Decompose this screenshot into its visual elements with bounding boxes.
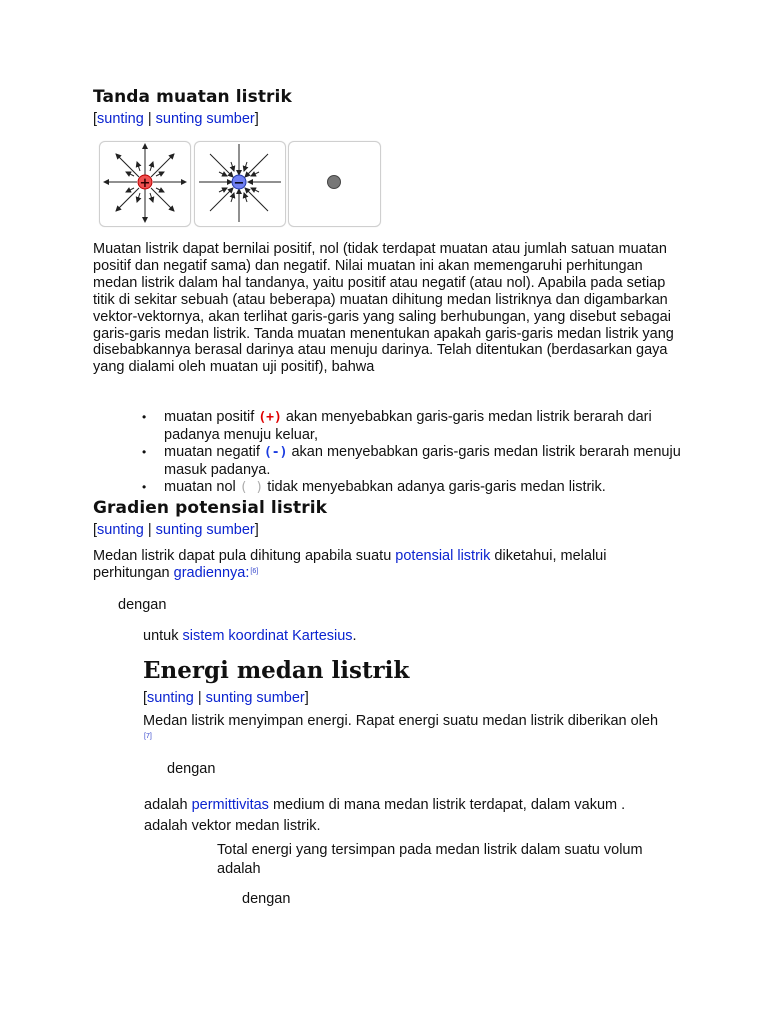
bracket-close: ] <box>254 522 259 538</box>
bullet: • <box>142 445 147 460</box>
text: diketahui, melalui perhitungan <box>93 548 607 581</box>
bullet: • <box>142 480 147 495</box>
text: untuk <box>143 628 183 644</box>
section-heading-energi: Energi medan listrik <box>143 657 410 684</box>
separator: | <box>143 111 156 127</box>
negative-charge-diagram[interactable] <box>194 141 286 227</box>
sunting-sumber-link[interactable]: sunting sumber <box>155 111 255 127</box>
sunting-sumber-link[interactable]: sunting sumber <box>205 690 305 706</box>
text: . <box>352 628 357 644</box>
neutral-charge-diagram[interactable] <box>288 141 381 227</box>
paragraph-muatan: Muatan listrik dapat bernilai positif, nol (tidak terdapat muatan atau jumlah satuan muatan positif dan negatif sama) dan negatif. Nilai muatan ini akan memengaruhi perhitungan medan listrik dalam hal tandanya, yaitu positif atau negatif (atau nol). Apabila pada setiap titik di sekitar sebuah (atau beberapa) muatan dihitung medan listriknya dan digambarkan vektor-vektornya, akan terlihat garis-garis yang saling berhubungan, yang disebut sebagai garis-garis medan listrik. Tanda muatan menentukan apakah garis-garis medan listrik yang disebabkannya berasal darinya atau menuju darinya. Telah ditentukan (berdasarkan gaya yang dialami oleh muatan uji positif), bahwa <box>93 241 674 376</box>
reference-6[interactable]: [6] <box>250 568 259 575</box>
negative-sign: (-) <box>263 445 288 461</box>
list-item <box>142 409 684 444</box>
plus-sign: + <box>139 176 151 191</box>
list-text: tidak menyebabkan adanya garis-garis medan listrik. <box>263 479 606 496</box>
list-text: akan menyebabkan garis-garis medan listrik berarah dari padanya menuju keluar, <box>164 409 652 443</box>
list-text: muatan negatif <box>164 444 264 461</box>
text: Medan listrik dapat pula dihitung apabila suatu <box>93 548 396 564</box>
dengan-label: dengan <box>242 891 291 907</box>
dengan-label: dengan <box>167 761 216 777</box>
dengan-label: dengan <box>118 597 167 613</box>
bracket-open: [ <box>93 111 98 127</box>
colon: : <box>245 565 250 581</box>
paragraph-adalah <box>144 795 674 837</box>
sunting-sumber-link[interactable]: sunting sumber <box>155 522 255 538</box>
text: adalah vektor medan listrik. <box>144 818 321 834</box>
paragraph-energi <box>143 713 668 747</box>
edit-links <box>143 689 309 707</box>
separator: | <box>193 690 206 706</box>
sunting-link[interactable]: sunting <box>97 111 144 127</box>
list-text: muatan positif <box>164 409 259 425</box>
separator: | <box>143 522 156 538</box>
edit-links <box>93 110 259 128</box>
list-text: muatan nol <box>164 479 240 496</box>
bracket-close: ] <box>254 111 259 127</box>
list-item <box>142 444 684 479</box>
paragraph-total-energi: Total energi yang tersimpan pada medan listrik dalam suatu volum adalah <box>217 842 643 877</box>
potensial-listrik-link[interactable]: potensial listrik <box>395 548 491 564</box>
positive-charge-diagram[interactable] <box>99 141 191 227</box>
neutral-charge-icon <box>289 142 380 226</box>
list-item <box>142 479 684 497</box>
bracket-open: [ <box>93 522 98 538</box>
list-text: akan menyebabkan garis-garis medan listrik berarah menuju masuk padanya. <box>164 444 681 478</box>
positive-sign: (+) <box>258 410 282 425</box>
permittivitas-link[interactable]: permittivitas <box>191 797 269 813</box>
sunting-link[interactable]: sunting <box>147 690 194 706</box>
edit-links <box>93 521 259 539</box>
gradiennya-link[interactable]: gradiennya <box>173 565 246 581</box>
minus-sign: − <box>233 176 245 191</box>
text: adalah <box>144 797 192 813</box>
reference-7[interactable]: [7] <box>144 733 152 740</box>
negative-field-lines-icon <box>195 142 285 226</box>
bracket-open: [ <box>143 690 148 706</box>
charge-sign-list <box>142 409 684 497</box>
untuk-line <box>143 628 357 644</box>
text: medium di mana medan listrik terdapat, dalam vakum . <box>268 797 626 813</box>
sunting-link[interactable]: sunting <box>97 522 144 538</box>
positive-field-lines-icon <box>100 142 190 226</box>
zero-sign: ( ) <box>239 480 264 496</box>
section-heading-tanda-muatan: Tanda muatan listrik <box>93 87 292 107</box>
text: Medan listrik menyimpan energi. Rapat energi suatu medan listrik diberikan oleh <box>143 713 659 729</box>
bullet: • <box>142 410 147 424</box>
bracket-close: ] <box>304 690 309 706</box>
section-heading-gradien: Gradien potensial listrik <box>93 498 328 518</box>
sistem-koordinat-kartesius-link[interactable]: sistem koordinat Kartesius <box>182 628 353 644</box>
paragraph-gradien <box>93 548 613 582</box>
